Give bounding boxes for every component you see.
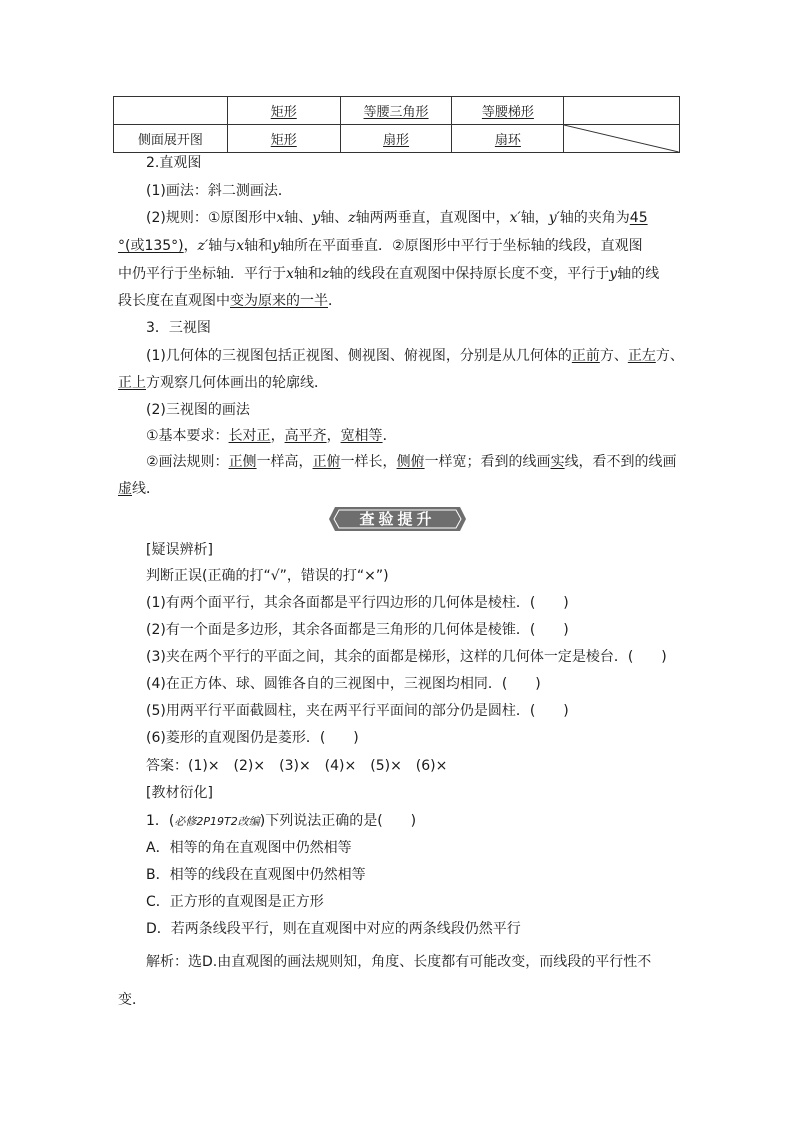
table-row: [114, 125, 680, 153]
section-title: 3．三视图: [146, 320, 211, 336]
question-item: (2)有一个面是多边形，其余各面都是三角形的几何体是棱锥．( ): [146, 622, 569, 638]
option-d: D．若两条线段平行，则在直观图中对应的两条线段仍然平行: [146, 921, 521, 937]
table-cell: 矩形: [227, 97, 340, 125]
diagonal-line: [564, 125, 679, 152]
table-cell: [114, 97, 228, 125]
paragraph: 判断正误(正确的打“√”，错误的打“×”): [146, 568, 389, 584]
question-item: (1)有两个面平行，其余各面都是平行四边形的几何体是棱柱．( ): [146, 595, 569, 611]
table-cell: 矩形: [227, 125, 340, 153]
table-cell: 等腰梯形: [452, 97, 564, 125]
table-cell: [564, 97, 680, 125]
paragraph: (1)画法：斜二测画法．: [146, 183, 292, 199]
paragraph: 中仍平行于坐标轴．平行于x轴和z轴的线段在直观图中保持原长度不变，平行于y轴的线: [118, 266, 660, 282]
paragraph: (2)三视图的画法: [146, 402, 250, 418]
section-tag: [教材衍化]: [146, 785, 213, 801]
banner-title: 查验提升: [359, 510, 436, 528]
table-cell: 等腰三角形: [340, 97, 452, 125]
paragraph: (1)几何体的三视图包括正视图、侧视图、俯视图，分别是从几何体的正前方、正左方、: [146, 348, 684, 364]
question-item: (3)夹在两个平行的平面之间，其余的面都是梯形，这样的几何体一定是棱台．( ): [146, 649, 667, 665]
paragraph: ①基本要求：长对正，高平齐，宽相等．: [146, 428, 397, 444]
table-cell: 扇环: [452, 125, 564, 153]
paragraph: 段长度在直观图中变为原来的一半．: [118, 293, 342, 309]
table-row: [114, 97, 680, 125]
solution-line: 解析：选D.由直观图的画法规则知，角度、长度都有可能改变，而线段的平行性不: [146, 954, 652, 970]
geometry-table: [113, 96, 680, 153]
table-cell-diagonal: [564, 125, 680, 153]
paragraph: ②画法规则：正侧一样高，正俯一样长，侧俯一样宽；看到的线画实线，看不到的线画: [146, 454, 677, 470]
section-tag: [疑误辨析]: [146, 542, 213, 558]
section-title: 2.直观图: [146, 155, 202, 171]
option-a: A．相等的角在直观图中仍然相等: [146, 840, 352, 856]
question-item: (4)在正方体、球、圆锥各自的三视图中，三视图均相同．( ): [146, 676, 541, 692]
question-item: (5)用两平行平面截圆柱，夹在两平行平面间的部分仍是圆柱．( ): [146, 703, 569, 719]
paragraph: (2)规则：①原图形中x轴、y轴、z轴两两垂直，直观图中，x′轴，y′轴的夹角为45: [146, 210, 648, 226]
solution-line: 变．: [118, 992, 146, 1008]
option-b: B．相等的线段在直观图中仍然相等: [146, 867, 366, 883]
paragraph: 正上方观察几何体画出的轮廓线．: [118, 375, 328, 391]
section-banner: [329, 507, 466, 531]
table-cell: 扇形: [340, 125, 452, 153]
question-item: (6)菱形的直观图仍是菱形．( ): [146, 730, 359, 746]
paragraph: °(或135°)，z′轴与x轴和y轴所在平面垂直．②原图形中平行于坐标轴的线段，直观图: [118, 238, 643, 254]
answer-line: 答案：(1)× (2)× (3)× (4)× (5)× (6)×: [146, 758, 448, 774]
table-cell: 侧面展开图: [114, 125, 228, 153]
paragraph: 虚线．: [118, 481, 160, 497]
option-c: C．正方形的直观图是正方形: [146, 894, 324, 910]
problem-stem: 1．(必修2P19T2改编)下列说法正确的是( ): [146, 813, 417, 829]
